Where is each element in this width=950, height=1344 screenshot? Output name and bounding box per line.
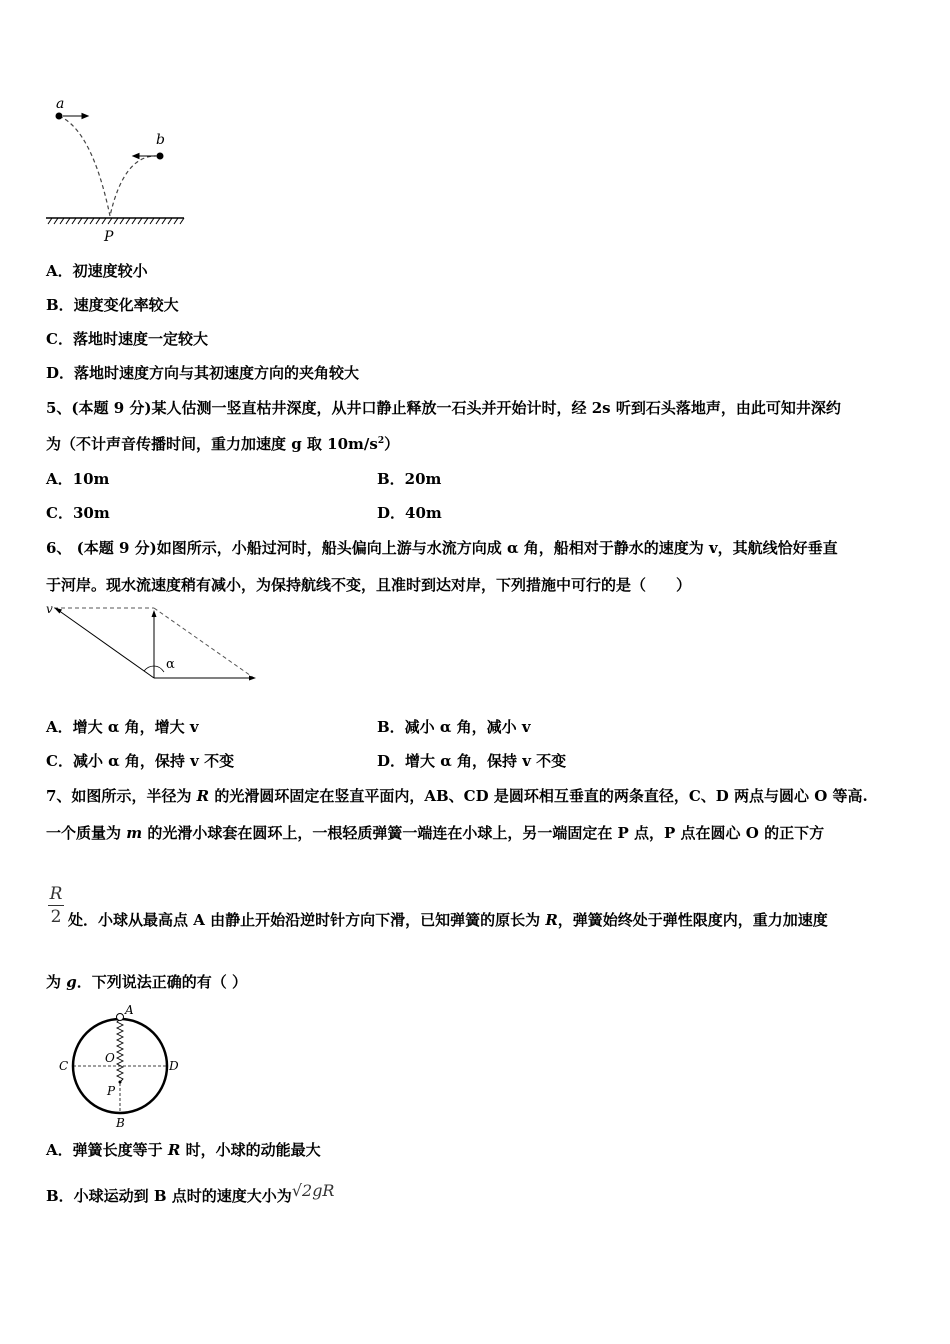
- trajectory-b: [110, 156, 158, 216]
- label-a: a: [56, 96, 65, 112]
- small-ball: [117, 1014, 124, 1021]
- label-alpha: α: [166, 657, 175, 672]
- ring-spring-figure: [55, 1003, 195, 1133]
- fraction-r-over-2: [46, 884, 66, 927]
- q7-stem-line2-a: 一个质量为: [46, 824, 127, 842]
- q7-option-a: [46, 1140, 321, 1160]
- q4-option-d: D．落地时速度方向与其初速度方向的夹角较大: [46, 364, 360, 382]
- q7-stem-line4: [46, 972, 247, 992]
- q7-option-b-pre: B．小球运动到 B 点时的速度大小为: [46, 1187, 292, 1205]
- ball-a: [56, 113, 63, 120]
- point-p: [119, 1081, 122, 1084]
- q7-stem-line2: [46, 823, 824, 843]
- q7-stem-line4-b: ．下列说法正确的有（ ）: [76, 973, 247, 991]
- q6-option-d: D．增大 α 角，保持 v 不变: [377, 752, 567, 770]
- q7-stem-line1-b: 的光滑圆环固定在竖直平面内，AB、CD 是圆环相互垂直的两条直径，C、D 两点与圆心 O 等高.: [209, 787, 868, 805]
- water-flow-arrowhead: [249, 676, 256, 681]
- q7-option-b: [46, 1181, 335, 1206]
- q5-option-b: B．20m: [377, 470, 442, 488]
- label-p: P: [104, 229, 114, 245]
- q4-option-b: B．速度变化率较大: [46, 296, 179, 314]
- boat-velocity-figure: [44, 600, 264, 690]
- q7-var-r-2: R: [545, 911, 558, 929]
- q6-option-b: B．减小 α 角，减小 v: [377, 718, 531, 736]
- label-ring-d: D: [169, 1059, 179, 1073]
- q7-stem-line3-b: ，弹簧始终处于弹性限度内，重力加速度: [557, 911, 828, 929]
- velocity-arrow-a: [63, 114, 88, 119]
- q7-option-a-var-r: R: [167, 1141, 181, 1159]
- label-v: v: [46, 602, 53, 616]
- q7-stem-line4-a: 为: [46, 973, 67, 991]
- trajectory-a: [59, 116, 110, 216]
- q7-stem-line2-b: 的光滑小球套在圆环上，一根轻质弹簧一端连在小球上，另一端固定在 P 点，P 点在圆心 O 的正下方: [142, 824, 825, 842]
- resultant-arrowhead: [152, 610, 157, 617]
- label-ring-p: P: [107, 1084, 116, 1098]
- q6-stem-line1: 6、 (本题 9 分)如图所示，小船过河时，船头偏向上游与水流方向成 α 角，船相对于静水的速度为 v，其航线恰好垂直: [46, 539, 838, 557]
- q5-option-d: D．40m: [377, 504, 442, 522]
- q4-option-a: A．初速度较小: [46, 262, 148, 280]
- q7-stem-line1-a: 7、如图所示，半径为: [46, 787, 197, 805]
- q5-stem-line2-pre: 为（不计声音传播时间，重力加速度 g 取 10m/s: [46, 435, 378, 453]
- label-b: b: [156, 132, 165, 148]
- q7-option-a-post: 时，小球的动能最大: [180, 1141, 321, 1159]
- boat-velocity-arrow: [58, 610, 154, 678]
- q6-option-c: C．减小 α 角，保持 v 不变: [46, 752, 235, 770]
- q5-unit-exponent: 2: [377, 436, 385, 446]
- ground-hatching: [46, 218, 184, 224]
- q7-var-m: m: [126, 824, 143, 842]
- q5-stem-line1: 5、(本题 9 分)某人估测一竖直枯井深度，从井口静止释放一石头并开始计时，经 2s 听到石头落地声，由此可知井深约: [46, 399, 841, 417]
- q7-var-r: R: [196, 787, 210, 805]
- q5-stem-line2-post: ）: [384, 435, 400, 453]
- label-ring-b: B: [116, 1116, 125, 1130]
- q4-option-c: C．落地时速度一定较大: [46, 330, 208, 348]
- fraction-bar: [48, 905, 64, 906]
- label-ring-c: C: [59, 1059, 69, 1073]
- q7-stem-line3-a: 处．小球从最高点 A 由静止开始沿逆时针方向下滑，已知弹簧的原长为: [68, 911, 546, 929]
- velocity-arrow-b: [133, 154, 156, 159]
- q5-option-a: A．10m: [46, 470, 110, 488]
- ball-b: [157, 153, 164, 160]
- spring: [117, 1019, 123, 1082]
- label-ring-a: A: [125, 1003, 134, 1017]
- q7-option-a-pre: A．弹簧长度等于: [46, 1141, 168, 1159]
- fraction-numerator: R: [49, 884, 63, 904]
- label-ring-o: O: [105, 1051, 115, 1065]
- q7-var-g: g: [66, 973, 77, 991]
- projectile-figure: [40, 90, 190, 250]
- q6-stem-line2: 于河岸。现水流速度稍有减小，为保持航线不变，且准时到达对岸，下列措施中可行的是（ ）: [46, 576, 692, 594]
- q6-option-a: A．增大 α 角，增大 v: [46, 718, 199, 736]
- q7-stem-line1: [46, 786, 868, 806]
- fraction-denominator: 2: [50, 907, 62, 927]
- q7-option-b-formula: √2gR: [291, 1181, 335, 1200]
- q5-stem-line2: [46, 434, 399, 454]
- q7-stem-line3: [68, 910, 828, 930]
- q5-option-c: C．30m: [46, 504, 110, 522]
